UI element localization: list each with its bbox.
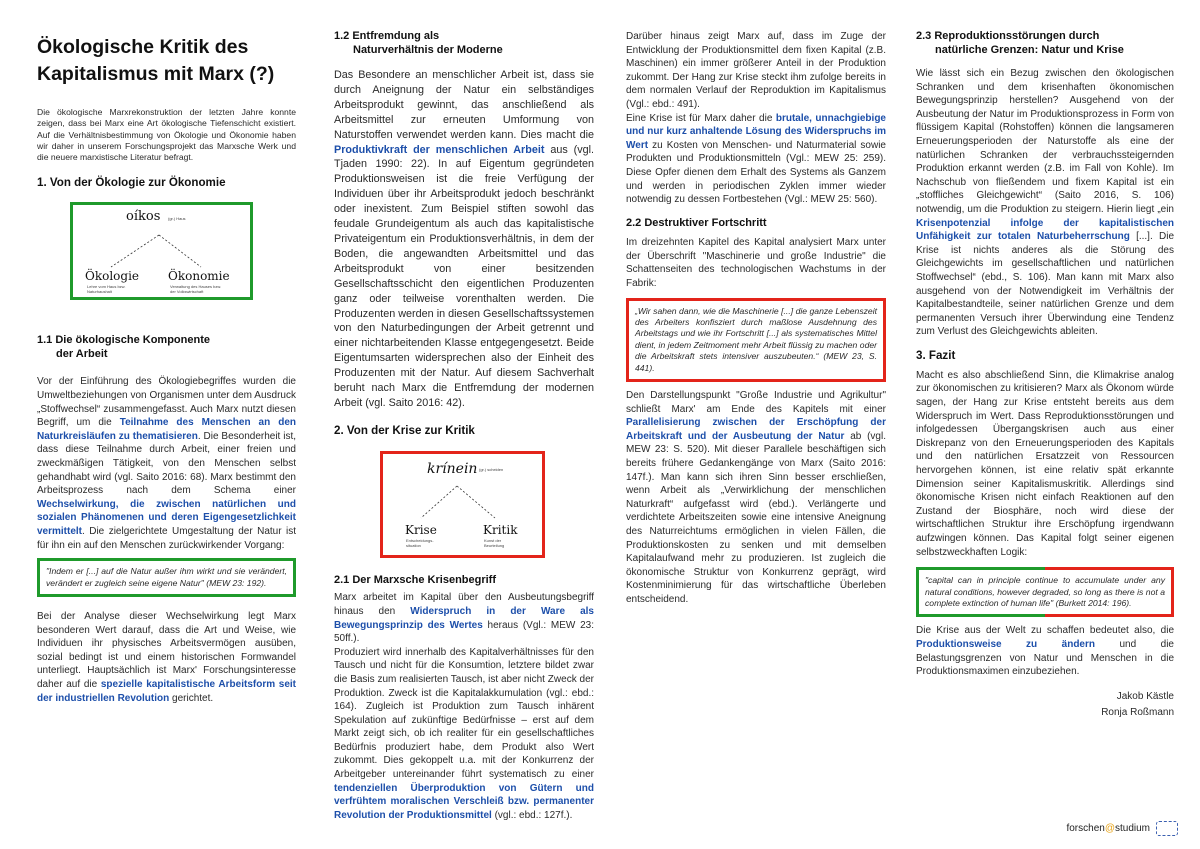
section-1-2-heading: 1.2 Entfremdung als Naturverhältnis der Moderne bbox=[334, 30, 503, 56]
section-3-heading: 3. Fazit bbox=[916, 348, 956, 362]
section-2-heading: 2. Von der Krise zur Kritik bbox=[334, 423, 475, 437]
section-2-1-paragraph-4: Eine Krise ist für Marx daher die brutale, unnachgiebige und nur kurz anhaltende Lösung des Widerspruchs im Wert zu Kosten von Menschen- und Naturmaterial sowie Produkten und Produktionsmitteln (Vgl.: MEW 25: 259). Diese Opfer dienen dem Erhalt des Systems als Ganzem und werden in periodischen Zyklen immer wieder notwendig zu dessen Fortbestehen (Vgl.: MEW 25: 560). bbox=[626, 112, 886, 206]
diagram-root-note: (gr.) scheiden bbox=[479, 466, 504, 472]
diagram-right-note-1: Kunst der bbox=[484, 537, 502, 543]
author-name: Jakob Kästle bbox=[1116, 690, 1174, 702]
section-1-1-paragraph-2: Bei der Analyse dieser Wechselwirkung legt Marx besonderen Wert darauf, dass die Art und Weise, wie Individuen ihr physisches Arbeitsvermögen ausüben, sozial bedingt ist und einem historischen Formwandel unterliegt. Hauptsächlich ist Marx' Forschungsinteresse daher auf die spezielle kapitalistische Arbeitsform seit der industriellen Revolution gerichtet. bbox=[37, 611, 296, 704]
diagram-left-word: Ökologie bbox=[85, 269, 140, 284]
quote-box-green-red: "capital can in principle continue to accumulate under any natural conditions, however degraded, so long as there is not a complete extinction of human life" (Burkett 2014: 196). bbox=[916, 567, 1174, 617]
quote-box-green: "Indem er [...] auf die Natur außer ihm wirkt und sie verändert, verändert er zugleich seine eigene Natur" (MEW 23: 192). bbox=[37, 558, 296, 597]
column-2 bbox=[334, 30, 594, 822]
quote-box-red: „Wir sahen dann, wie die Maschinerie [...] die ganze Lebenszeit des Arbeiters konfisziert durch maßlose Ausdehnung des Arbeitstags und wie ihr Fortschritt [...] als systematisches Mittel dient, in jedem Zeitmoment mehr Arbeit flüssig zu machen oder die Arbeitskraft stets intensiver auszubeuten.“ (MEW 23, S. 441). bbox=[626, 298, 886, 382]
krinein-diagram bbox=[380, 451, 545, 558]
diagram-root-word: krínein bbox=[427, 460, 478, 477]
section-2-1-paragraph-2: Produziert wird innerhalb des Kapitalverhältnisses für den Tausch und nicht für die Konsumtion, letztere bildet zwar die Basis zum realisierten Tausch, ist aber nicht Zweck der Produktion. Zweck ist die Kapitalakkumulation (vgl.: ebd.: 164). Zugleich ist Produktion zum Tausch inhärent Spekulation auf zukünftige Bedürfnisse – erst auf dem Markt zeigt sich, ob ich realiter für ein gesellschaftliches Bedürfnis produziert habe, dem Produkt also Wert zukommt. Dies gekoppelt u.a. mit der Konkurrenz der Arbeitgeber untereinander führt systematisch zu einer tendenziellen Überproduktion von Gütern und verfrühtem moralischen Verschleiß bzw. permanenter Revolution der Produktionsmittel (vgl.: ebd.: 127f.). bbox=[334, 646, 594, 821]
column-1 bbox=[37, 30, 296, 705]
author-name: Ronja Roßmann bbox=[1101, 706, 1174, 718]
diagram-left-word: Krise bbox=[405, 522, 437, 537]
section-3-paragraph-1: Macht es also abschließend Sinn, die Klimakrise analog zur ökonomischen zu kritisieren? Marx als Ökonom würde sagen, der Hang zur Krise entsteht bereits aus dem Widerspruch im Wert. Dass Reproduktionsstörungen und infolgedessen Übergangskrisen auch aus einer Diskrepanz von den Erneuerungsperioden des Kapitals und den natürlichen Ersatzzeit von Ressourcen hervorgehen können, ist eine relativ spät erkannte Dimension seiner Kapitalismuskritik. Allerdings sind ökonomische Krisen nicht einfach Reaktionen auf den Zustand der Biosphäre, noch wird diese der wirtschaftlichen Struktur ihre Erschöpfung irgendwann aufzwingen können. Das Kapital folgt seiner eigenen selbstzweckhaften Logik: bbox=[916, 369, 1174, 558]
section-2-1-paragraph-1: Marx arbeitet im Kapital über den Ausbeutungsbegriff hinaus den Widerspruch in der Ware als Bewegungsprinzip des Wertes heraus (Vgl.: MEW 23: 50ff.). bbox=[334, 592, 595, 645]
section-2-1-heading: 2.1 Der Marxsche Krisenbegriff bbox=[334, 573, 497, 586]
diagram-right-word: Ökonomie bbox=[168, 269, 230, 284]
section-2-1-paragraph-3: Darüber hinaus zeigt Marx auf, dass im Zuge der Entwicklung der Produktionsmittel dem fixen Kapital (z.B. Maschinen) ein immer größerer Anteil in der Produktion zukommt. Der Hang zur Krise steckt ihm zufolge bereits in dem normalen Verlauf der Reproduktion im Kapitalismus (Vgl.: ebd.: 491). bbox=[626, 31, 886, 110]
diagram-left-note-1: Entscheidungs- bbox=[406, 537, 434, 543]
diagram-left-note-1: Lehre vom Haus bzw. bbox=[87, 284, 126, 290]
section-2-2-paragraph-1: Im dreizehnten Kapitel des Kapital analysiert Marx unter der Überschrift "Maschinerie und große Industrie" die Schattenseiten des technologischen Wachstums in der Fabrik: bbox=[626, 237, 886, 289]
section-1-1-paragraph-1: Vor der Einführung des Ökologiebegriffes wurden die Umweltbeziehungen von Organismen unter dem Ausdruck „Stoffwechsel“ zusammengefasst. Auch Marx nutzt diesen Begriff, um die Teilnahme des Menschen an den Naturkreisläufen zu thematisieren. Die Besonderheit ist, dass diese Teilnahme durch Arbeit, einer freien und zweckmäßigen Tätigkeit, von den Menschen selbst gehandhabt wird (vgl. Saito 2016: 68). Marx bestimmt den Arbeitsprozess nach dem Schema einer Wechselwirkung, die zwischen natürlichen und sozialen Phänomenen und deren Eigengesetzlichkeit vermittelt. Die zielgerichtete Umgestaltung der Natur ist für ihn ein auf den Menschen zurückwirkender Vorgang: bbox=[37, 376, 297, 551]
diagram-right-note-2: der Volkswirtschaft bbox=[170, 289, 204, 295]
section-1-2-paragraph: Das Besondere an menschlicher Arbeit ist, dass sie durch Aneignung der Natur ein selbständiges Arbeitsprodukt gewinnt, das anschließend als Arbeitsmittel zur erneuten Umformung von Naturstoffen verwendet werden kann. Dies macht die Produktivkraft der menschlichen Arbeit aus (vgl. Tjaden 1990: 22). In auf Eigentum gegründeten Produktionsweisen ist die freie Verfügung der Individuen über ihr Arbeitsprodukt jedoch beschränkt oder inexistent. Zum Beispiel stiften sowohl das feudale Grundeigentum als auch das kapitalistische Privateigentum ein Produktionsverhältnis, in dem der Boden, die angewandten Arbeitsmittel und das Arbeitsprodukt von einer besitzenden Gesellschaftsschicht den eigentlichen Produzenten ganz oder teilweise vorenthalten werden. Die Produzenten werden in diesen Gesellschaftssystemen von den Naturbedingungen der Arbeit getrennt und einer nichtarbeitenden Klasse entgegengesetzt. Beide Eigentumsarten widersprechen also der Einheit des Produzenten mit der Natur. Auf diesem Sachverhalt beruht nach Marx die Entfremdung der modernen Arbeit (vgl. Saito 2016: 42). bbox=[334, 69, 594, 409]
page-title: Ökologische Kritik des Kapitalismus mit Marx (?) bbox=[37, 36, 275, 85]
diagram-left-note-2: situation bbox=[406, 542, 421, 548]
section-1-heading: 1. Von der Ökologie zur Ökonomie bbox=[37, 176, 226, 190]
diagram-right-word: Kritik bbox=[483, 522, 518, 537]
column-4 bbox=[916, 30, 1174, 721]
diagram-root-word: oíkos bbox=[126, 209, 161, 225]
section-2-2-heading: 2.2 Destruktiver Fortschritt bbox=[626, 216, 767, 229]
diagram-right-note-2: Beurteilung bbox=[484, 542, 505, 548]
forschen-studium-logo: forschen@studium bbox=[1066, 821, 1178, 836]
university-logo-icon bbox=[1156, 821, 1178, 836]
section-2-3-heading: 2.3 Reproduktionsstörungen durch natürliche Grenzen: Natur und Krise bbox=[916, 30, 1124, 56]
author-signature bbox=[916, 689, 1174, 721]
section-2-3-paragraph: Wie lässt sich ein Bezug zwischen den ökologischen Schranken und dem krisenhaften ökonomischen Bewegungsprinzip herstellen? Ausgehend von der Ausbeutung der Natur im Produktionsprozess in Form von flüssigem Kapital (Rohstoffen) können die langsameren Erneuerungsperioden der Naturstoffe als eine der natürlichen Schranken der verbrauchssteigernden Produktion erkannt werden (z.B. im Fall von Kohle). Im Nachschub von fließendem und fixem Kapital ist ein „stoffliches Gleichgewicht“ (Saito 2016, S. 106) notwendig, um die Produktion zu steigern. Hierin liegt „ein Krisenpotenzial infolge der kapitalistischen Unfähigkeit zur totalen Naturbeherrschung [...]. Die Krise ist nichts anderes als die Störung des Gleichgewichts im gesellschaftlichen und natürlichen Stoffwechsel“ (ebd., S. 106). Man kann mit Marx also ausgehend von der Notwendigkeit im Verhältnis der Kapitalbestandteile, seiner natürlichen Grenze und dem permanenten Versuch ihrer Überwindung eine Tendenz zum Verlust des Gleichgewichts ableiten. bbox=[916, 68, 1175, 338]
diagram-left-note-2: Naturhaushalt bbox=[87, 289, 112, 295]
oikos-diagram bbox=[70, 202, 253, 300]
intro-paragraph: Die ökologische Marxrekonstruktion der letzten Jahre konnte zeigen, dass bei Marx eine Art ökologische Tiefenschicht existiert. Auf die Verhältnisbestimmung von Ökologie und Ökonomie haben wir daher in unserem Forschungsprojekt das Marxsche Werk und die neuere marxistische Literatur befragt. bbox=[37, 107, 296, 163]
section-1-1-heading: 1.1 Die ökologische Komponente der Arbeit bbox=[37, 334, 210, 360]
column-3-content bbox=[626, 30, 886, 607]
section-2-2-paragraph-2: Den Darstellungspunkt "Große Industrie und Agrikultur" schließt Marx' am Ende des Kapitels mit einer Parallelisierung zwischen der Erschöpfung der Arbeitskraft und der Ausbeutung der Natur ab (vgl. MEW 23: S. 520). Mit dieser Parallele beschäftigen sich bereits frühere Gedankengänge von Marx (Saito 2016: 147f.). Man kann sich ihren Sinn besser erschließen, wenn Arbeit als „Verwirklichung der menschlichen Naturkraft“ aufgefasst wird (ebd.). Verlängerte und verdichtete Arbeitszeiten sowie eine intensive Aneignung des Naturreichtums ermöglichen in vielen Fällen, die Produktionskosten zu senken und mit demselben Kapitalaufwand mehr zu produzieren. Ist zugleich die ökonomische Struktur von Konkurrenz geprägt, wird Kostenminimierung für das wirtschaftliche Überleben entscheidend. bbox=[626, 390, 886, 605]
diagram-right-note-1: Verwaltung des Hauses bzw. bbox=[170, 284, 222, 290]
diagram-root-note: (gr.) Haus bbox=[168, 216, 186, 222]
section-3-paragraph-2: Die Krise aus der Welt zu schaffen bedeutet also, die Produktionsweise zu ändern und die Belastungsgrenzen von Natur und Menschen in die Produktionsmaximen einzubeziehen. bbox=[916, 625, 1174, 678]
